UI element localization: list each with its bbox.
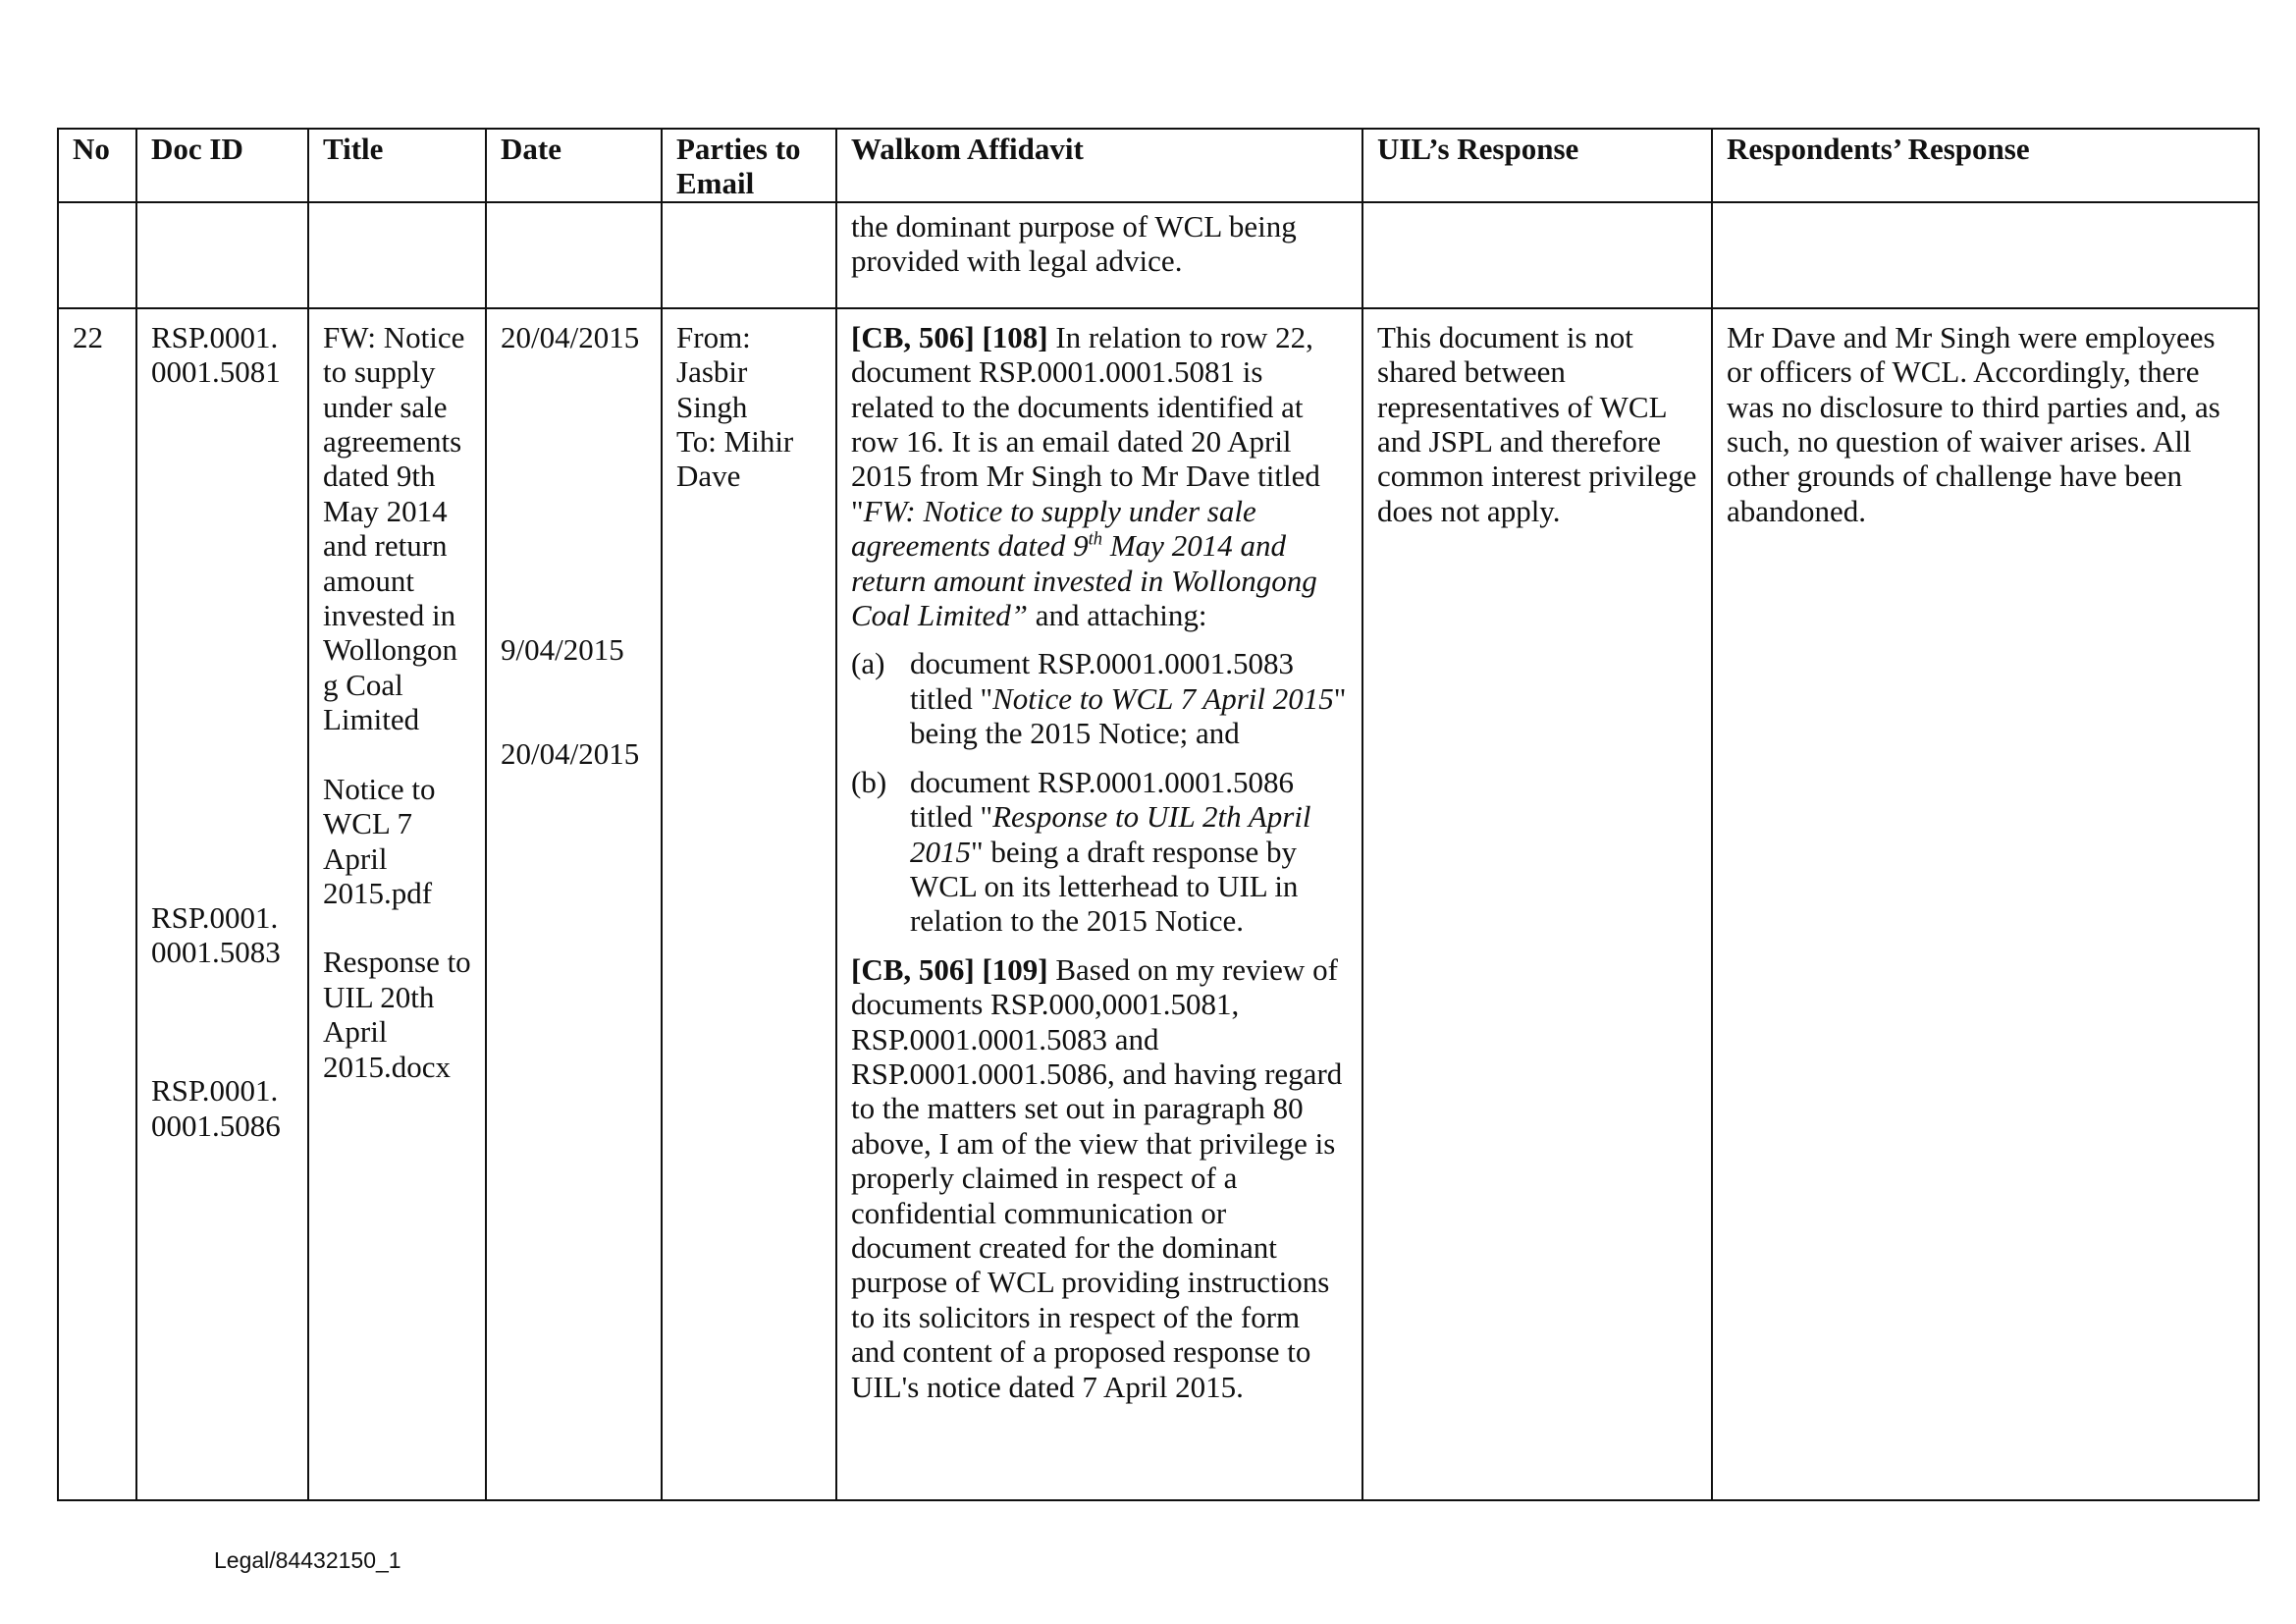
item-a-text bbox=[910, 646, 1350, 750]
continuation-row bbox=[58, 202, 2259, 308]
doc-id-3: RSP.0001. 0001.5086 bbox=[151, 1073, 281, 1143]
to-line bbox=[676, 424, 824, 494]
title-2: Notice to WCL 7 April 2015.pdf bbox=[323, 771, 436, 910]
parties-cell bbox=[662, 308, 836, 1500]
title-1: FW: Notice to supply under sale agreements dated 9th May 2014 and return amount invested in Wollongon g Coal Limited bbox=[323, 319, 465, 737]
cont-no-cell bbox=[58, 202, 136, 308]
header-no: No bbox=[58, 129, 136, 202]
walkom-cell bbox=[836, 308, 1362, 1500]
document-footer-ref: Legal/84432150_1 bbox=[214, 1547, 401, 1573]
uil-response-cell: This document is not shared between representatives of WCL and JSPL and therefore common interest privilege does not apply. bbox=[1362, 308, 1712, 1500]
item-a-italic: Notice to WCL 7 April 2015 bbox=[992, 680, 1334, 716]
item-b-text-b: " being a draft response by WCL on its letterhead to UIL in relation to the 2015 Notice. bbox=[910, 834, 1299, 939]
walkom-para-109 bbox=[851, 952, 1350, 1404]
header-walkom: Walkom Affidavit bbox=[836, 129, 1362, 202]
row-number: 22 bbox=[58, 308, 136, 1500]
title-3: Response to UIL 20th April 2015.docx bbox=[323, 945, 471, 1084]
cont-title-cell bbox=[308, 202, 486, 308]
header-doc-id: Doc ID bbox=[136, 129, 308, 202]
date-1: 20/04/2015 bbox=[501, 319, 640, 354]
item-b-text-a: document RSP.0001.0001.5086 titled " bbox=[910, 764, 1294, 835]
walkom-108-italic-a: FW: Notice to supply under sale agreements dated 9 bbox=[851, 493, 1256, 564]
walkom-item-a bbox=[851, 646, 1350, 750]
doc-id-cell bbox=[136, 308, 308, 1500]
doc-id-1: RSP.0001. 0001.5081 bbox=[151, 319, 281, 390]
header-row bbox=[58, 129, 2259, 202]
from-name: Jasbir Singh bbox=[676, 354, 748, 424]
cont-walkom-cell: the dominant purpose of WCL being provided with legal advice. bbox=[836, 202, 1362, 308]
header-title: Title bbox=[308, 129, 486, 202]
header-parties: Parties to Email bbox=[662, 129, 836, 202]
item-a-label: (a) bbox=[851, 646, 885, 681]
date-2: 9/04/2015 bbox=[501, 632, 624, 668]
privilege-table bbox=[57, 128, 2260, 1501]
cont-date-cell bbox=[486, 202, 662, 308]
doc-id-2: RSP.0001. 0001.5083 bbox=[151, 899, 281, 970]
cont-parties-cell bbox=[662, 202, 836, 308]
to-name-first: Mihir Dave bbox=[676, 424, 794, 494]
date-3: 20/04/2015 bbox=[501, 735, 640, 771]
date-cell bbox=[486, 308, 662, 1500]
respondents-response-cell: Mr Dave and Mr Singh were employees or officers of WCL. Accordingly, there was no disclosure to third parties and, as such, no question of waiver arises. All other grounds of challenge have been abandoned. bbox=[1712, 308, 2259, 1500]
title-cell bbox=[308, 308, 486, 1500]
walkom-item-b bbox=[851, 765, 1350, 939]
walkom-para-108 bbox=[851, 320, 1350, 633]
from-label: From: bbox=[676, 319, 751, 354]
cont-respondents-cell bbox=[1712, 202, 2259, 308]
item-a-text-a: document RSP.0001.0001.5083 titled " bbox=[910, 646, 1294, 716]
walkom-108-text-b: and attaching: bbox=[1028, 598, 1207, 633]
to-label: To: bbox=[676, 424, 717, 460]
header-uil: UIL’s Response bbox=[1362, 129, 1712, 202]
walkom-108-text-a: In relation to row 22, document RSP.0001.0001.5081 is related to the documents identified at row 16. It is an email dated 20 April 2015 from Mr Singh to Mr Dave titled " bbox=[851, 319, 1320, 528]
item-b-italic: Response to UIL 2th April 2015 bbox=[910, 799, 1311, 869]
header-date: Date bbox=[486, 129, 662, 202]
item-a-text-b: " being the 2015 Notice; and bbox=[910, 680, 1347, 751]
cont-doc-cell bbox=[136, 202, 308, 308]
walkom-109-text: Based on my review of documents RSP.000,0001.5081, RSP.0001.0001.5083 and RSP.0001.0001.5086, and having regard to the matters set out in paragraph 80 above, I am of the view that privilege is properly claimed in respect of a confidential communication or document created for the dominant purpose of WCL providing instructions to its solicitors in respect of the form and content of a proposed response to UIL's notice dated 7 April 2015. bbox=[851, 951, 1343, 1404]
cont-uil-cell bbox=[1362, 202, 1712, 308]
walkom-ref-109: [CB, 506] [109] bbox=[851, 951, 1048, 987]
walkom-108-sup: th bbox=[1088, 528, 1103, 550]
table-row-22 bbox=[58, 308, 2259, 1500]
header-respondents: Respondents’ Response bbox=[1712, 129, 2259, 202]
walkom-ref-108: [CB, 506] [108] bbox=[851, 319, 1048, 354]
item-b-label: (b) bbox=[851, 764, 887, 799]
walkom-108-italic-b: May 2014 and return amount invested in Wollongong Coal Limited” bbox=[851, 528, 1317, 633]
item-b-text bbox=[910, 765, 1350, 939]
